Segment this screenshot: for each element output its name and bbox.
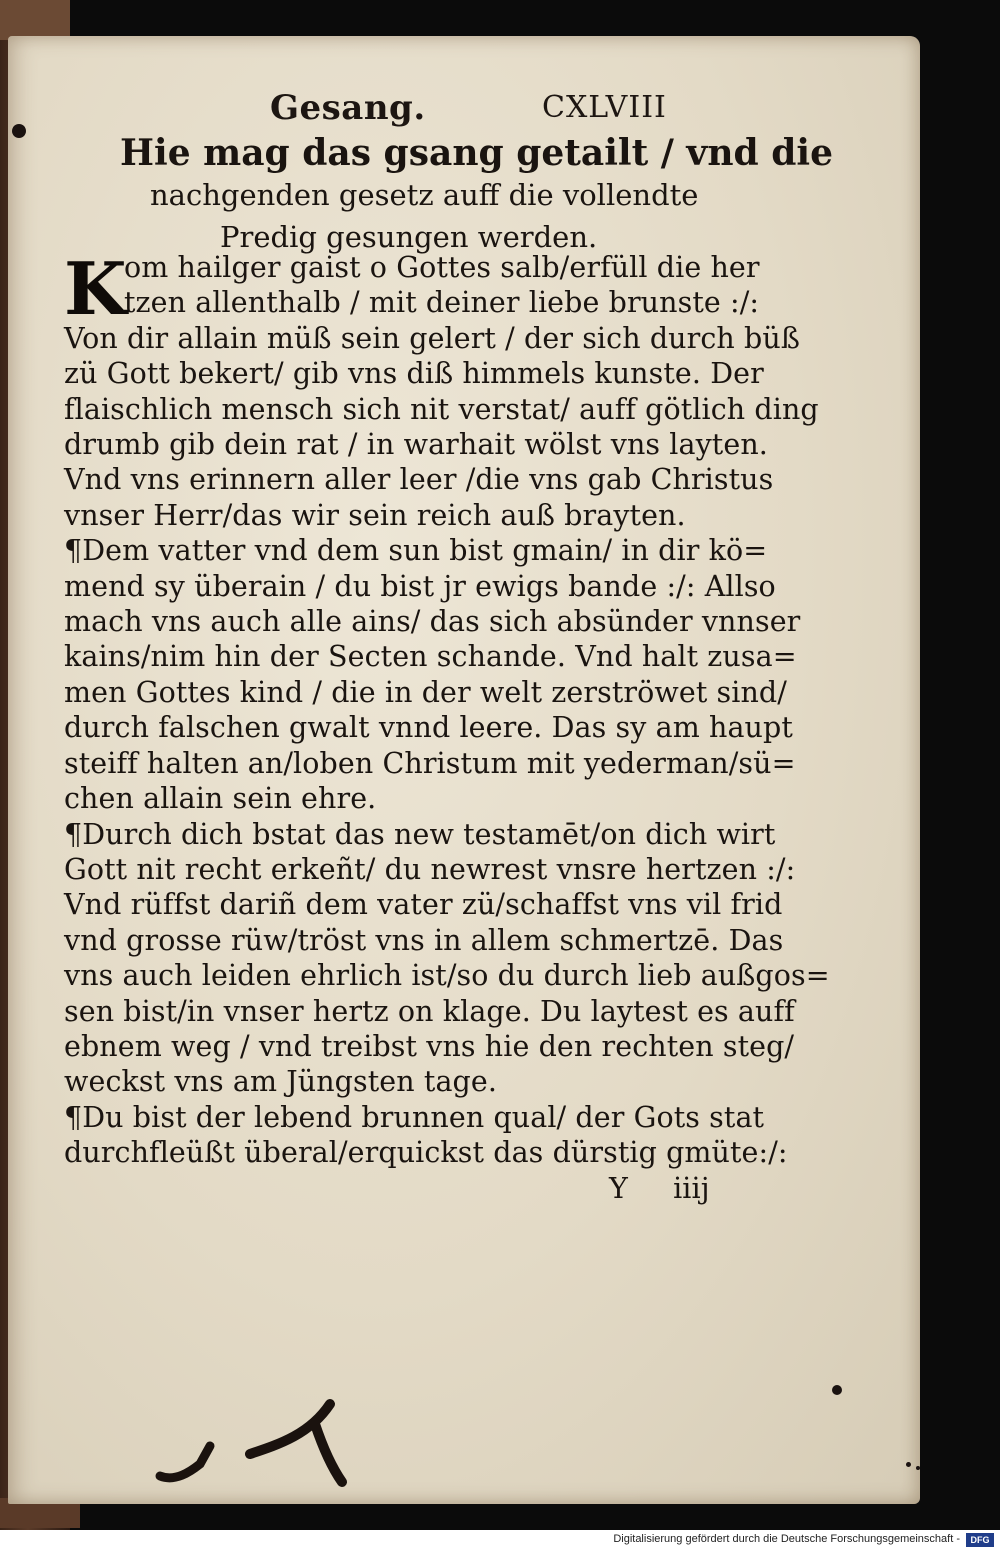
folio-number: CXLVIII [542, 90, 667, 125]
drop-initial: K [64, 246, 127, 331]
handwritten-mark [150, 1384, 370, 1494]
text-line: sen bist/in vnser hertz on klage. Du laytest es auff [64, 994, 795, 1028]
text-line: ¶Du bist der lebend brunnen qual/ der Gots stat [64, 1100, 765, 1134]
text-line: ¶Durch dich bstat das new testamēt/on dich wirt [64, 817, 776, 851]
text-line: chen allain sein ehre. [64, 782, 377, 816]
text-line: steiff halten an/loben Christum mit yederman/sü= [64, 746, 796, 780]
text-line: men Gottes kind / die in der welt zerströwet sind/ [64, 675, 787, 709]
text-line: durch falschen gwalt vnnd leere. Das sy am haupt [64, 711, 793, 745]
funding-credit: Digitalisierung gefördert durch die Deutsche Forschungsgemeinschaft - [613, 1533, 960, 1545]
text-line: weckst vns am Jüngsten tage. [64, 1065, 497, 1099]
heading-line-2: nachgenden gesetz auff die vollendte [150, 178, 699, 212]
footer-bar [0, 1530, 1000, 1551]
section-heading [70, 132, 833, 258]
text-line: vns auch leiden ehrlich ist/so du durch lieb außgos= [64, 959, 830, 993]
text-line: mend sy überain / du bist jr ewigs bande :/: Allso [64, 569, 776, 603]
dfg-logo: DFG [966, 1533, 994, 1547]
text-line: durchfleüßt überal/erquickst das dürstig gmüte:/: [64, 1136, 788, 1170]
page-hole-left [12, 124, 26, 138]
page-header [270, 88, 690, 138]
ink-dot [832, 1385, 842, 1395]
ink-dot [906, 1462, 911, 1467]
signature-line [64, 1171, 794, 1206]
text-line: ¶Dem vatter vnd dem sun bist gmain/ in dir kö= [64, 534, 768, 568]
text-line: drumb gib dein rat / in warhait wölst vns layten. [64, 428, 768, 462]
text-line: vnd grosse rüw/tröst vns in allem schmertzē. Das [64, 923, 784, 957]
text-line: mach vns auch alle ains/ das sich absünder vnnser [64, 605, 801, 639]
text-line: flaischlich mensch sich nit verstat/ auff götlich ding [64, 392, 819, 426]
ink-dot [916, 1466, 920, 1470]
text-line: Gott nit recht erkeñt/ du newrest vnsre hertzen :/: [64, 852, 796, 886]
heading-line-1: Hie mag das gsang getailt / vnd die [120, 132, 833, 174]
text-line: Vnd vns erinnern aller leer /die vns gab Christus [64, 463, 774, 497]
text-line: ebnem weg / vnd treibst vns hie den rechten steg/ [64, 1029, 795, 1063]
text-line: kains/nim hin der Secten schande. Vnd halt zusa= [64, 640, 797, 674]
signature-mark: Y [609, 1171, 628, 1205]
binding-corner [0, 0, 70, 40]
text-line: om hailger gaist o Gottes salb/erfüll die her [124, 251, 760, 284]
text-line: tzen allenthalb / mit deiner liebe brunste :/: [124, 286, 760, 320]
body-text [64, 246, 830, 1206]
signature-number: iiij [673, 1171, 710, 1205]
heading-line-3: Predig gesungen werden. [220, 220, 598, 254]
text-line: zü Gott bekert/ gib vns diß himmels kunste. Der [64, 357, 764, 391]
text-line: Vnd rüffst dariñ dem vater zü/schaffst vns vil frid [64, 888, 783, 922]
text-line: Von dir allain müß sein gelert / der sich durch büß [64, 321, 800, 355]
text-line: vnser Herr/das wir sein reich auß brayten. [64, 498, 686, 532]
running-head: Gesang. [270, 88, 426, 128]
